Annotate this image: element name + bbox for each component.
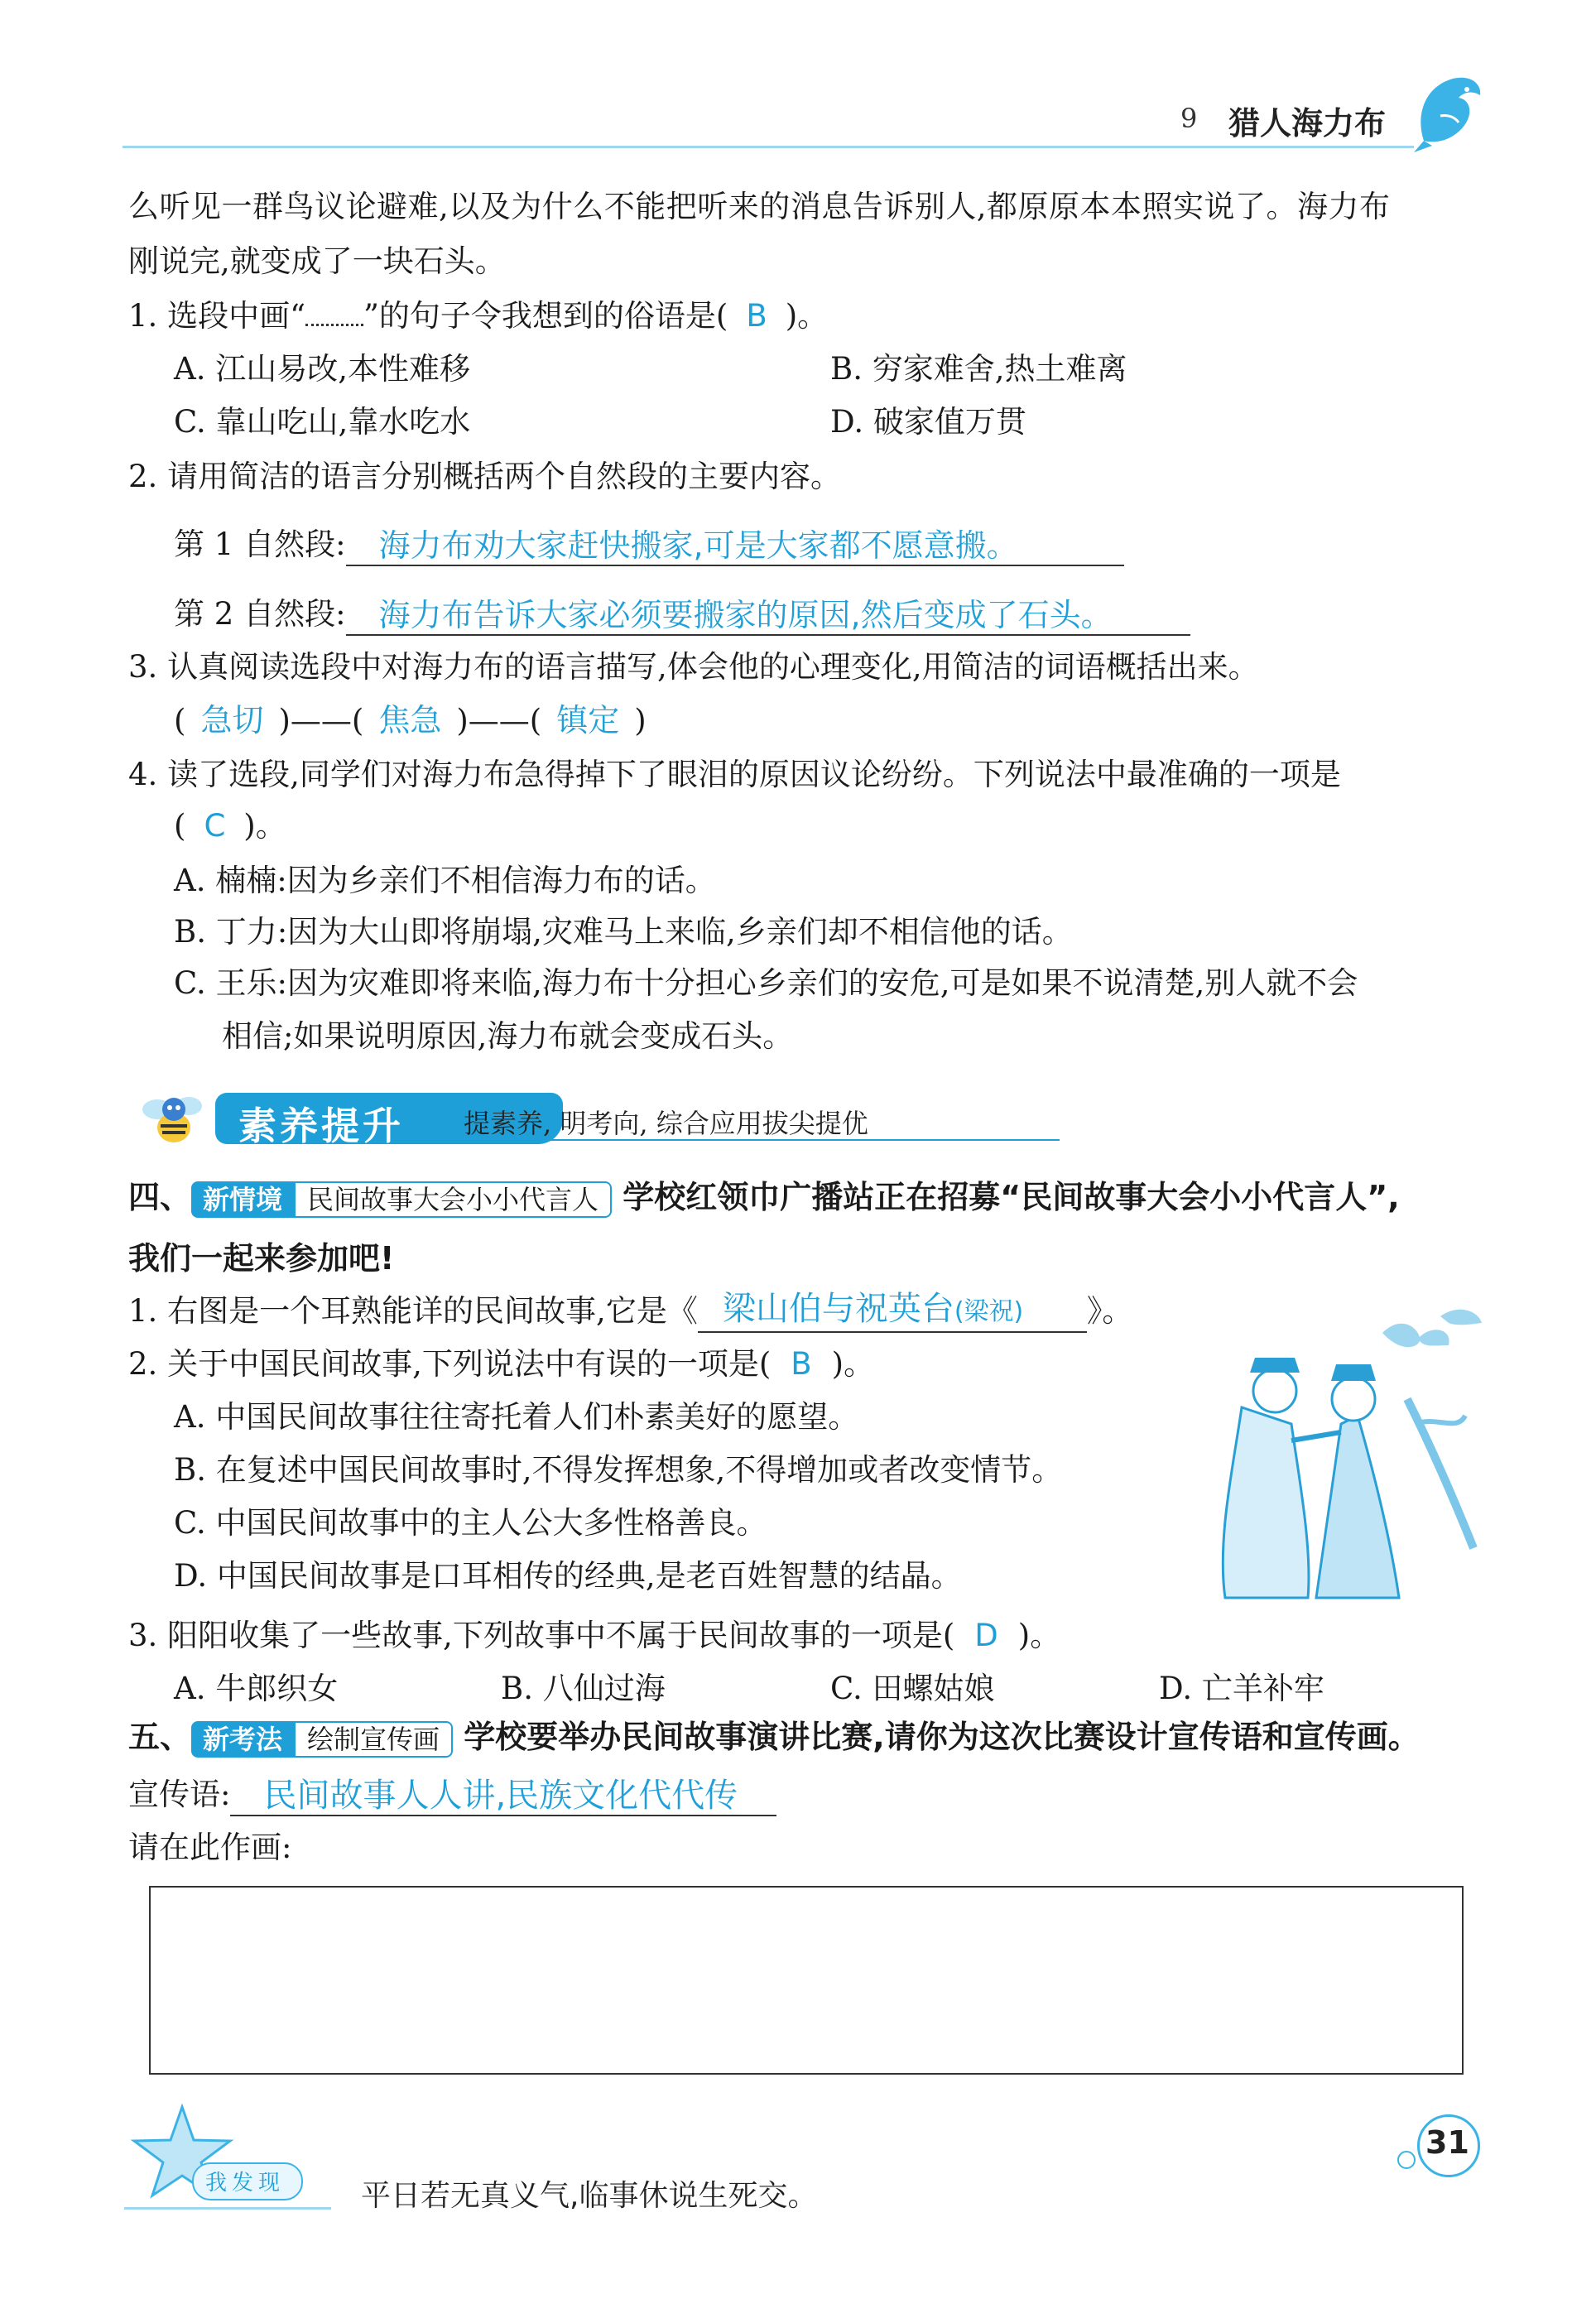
section-underline (447, 1139, 1060, 1141)
part4-heading: 四、 新情境 民间故事大会小小代言人 学校红领巾广播站正在招募“民间故事大会小小代言人”, (128, 1176, 1400, 1219)
answer-q4: C (204, 808, 226, 844)
tag-new-context: 新情境 (191, 1181, 294, 1218)
part4-intro-line2: 我们一起来参加吧! (128, 1240, 395, 1277)
answer-q3-3: 镇定 (556, 702, 620, 738)
bubble-small (1397, 2151, 1416, 2169)
part4-q2-option-d: D. 中国民间故事是口耳相传的经典,是老百姓智慧的结晶。 (174, 1558, 962, 1594)
question-2: 2. 请用简洁的语言分别概括两个自然段的主要内容。 (128, 459, 842, 494)
q4-option-c: C. 王乐:因为灾难即将来临,海力布十分担心乡亲们的安危,可是如果不说清楚,别人就不会 (174, 965, 1358, 1001)
question-3: 3. 认真阅读选段中对海力布的语言描写,体会他的心理变化,用简洁的词语概括出来。 (128, 649, 1259, 685)
footer-quote: 平日若无真义气,临事休说生死交。 (361, 2179, 818, 2213)
part5-tags (191, 1721, 453, 1758)
page-header (0, 0, 1596, 157)
answer-part4-q3: D (974, 1618, 998, 1653)
tag-new-method: 新考法 (191, 1721, 294, 1758)
answer-part4-q1: 梁山伯与祝英台(梁祝) (698, 1290, 1087, 1333)
part4-q2-option-a: A. 中国民间故事往往寄托着人们朴素美好的愿望。 (174, 1399, 859, 1435)
part4-q2: 2. 关于中国民间故事,下列说法中有误的一项是( B )。 (128, 1346, 875, 1382)
header-rule (123, 146, 1414, 148)
section-title: 素养提升 (238, 1104, 404, 1148)
drawing-area[interactable] (149, 1886, 1464, 2075)
question-1: 1. 选段中画“ ”的句子令我想到的俗语是( B )。 (128, 298, 829, 334)
q1-option-a: A. 江山易改,本性难移 (174, 351, 471, 387)
answer-q3-2: 焦急 (378, 702, 442, 738)
lesson-number: 9 (1180, 103, 1198, 134)
butterfly-lovers-illustration (1209, 1300, 1490, 1606)
part5-draw-label: 请在此作画: (128, 1830, 292, 1865)
part4-q3-option-a: A. 牛郎织女 (174, 1671, 339, 1706)
tag-topic: 民间故事大会小小代言人 (294, 1181, 612, 1218)
answer-q3-1: 急切 (200, 702, 264, 738)
answer-q1: B (746, 298, 767, 334)
bee-mascot-icon (132, 1085, 215, 1151)
q2-para1: 第 1 自然段: 海力布劝大家赶快搬家,可是大家都不愿意搬。 (174, 523, 1124, 566)
part5-heading: 五、 新考法 绘制宣传画 学校要举办民间故事演讲比赛,请你为这次比赛设计宣传语和宣传画。 (128, 1715, 1420, 1758)
page-number: 31 (1425, 2124, 1469, 2161)
part5-slogan: 宣传语: 民间故事人人讲,民族文化代代传 (128, 1773, 776, 1816)
question-4: 4. 读了选段,同学们对海力布急得掉下了眼泪的原因议论纷纷。下列说法中最准确的一项是 (128, 757, 1341, 792)
passage-line-1: 么听见一群鸟议论避难,以及为什么不能把听来的消息告诉别人,都原原本本照实说了。海力布 (128, 189, 1391, 224)
q4-option-a: A. 楠楠:因为乡亲们不相信海力布的话。 (174, 863, 716, 898)
part4-q2-option-b: B. 在复述中国民间故事时,不得发挥想象,不得增加或者改变情节。 (174, 1452, 1063, 1488)
lesson-title: 猎人海力布 (1228, 105, 1387, 142)
q4-option-c-cont: 相信;如果说明原因,海力布就会变成石头。 (222, 1018, 794, 1054)
footer-wave (124, 2207, 331, 2210)
q3-answers: ( 急切 )——( 焦急 )——( 镇定 ) (174, 702, 647, 738)
answer-slogan: 民间故事人人讲,民族文化代代传 (230, 1777, 776, 1816)
answer-part4-q2: B (791, 1346, 812, 1382)
discover-badge-text: 我发现 (205, 2171, 286, 2196)
part4-tags (191, 1181, 612, 1218)
section-banner (132, 1085, 944, 1151)
part4-q3: 3. 阳阳收集了一些故事,下列故事中不属于民间故事的一项是( D )。 (128, 1618, 1061, 1653)
part4-q3-option-b: B. 八仙过海 (501, 1671, 666, 1706)
q2-para2: 第 2 自然段: 海力布告诉大家必须要搬家的原因,然后变成了石头。 (174, 593, 1190, 636)
page-footer (0, 2086, 1596, 2252)
answer-q2-para1: 海力布劝大家赶快搬家,可是大家都不愿意搬。 (346, 527, 1124, 566)
dolphin-icon (1407, 66, 1490, 157)
answer-q2-para2: 海力布告诉大家必须要搬家的原因,然后变成了石头。 (346, 596, 1190, 636)
section-subtitle: 提素养, 明考向, 综合应用拔尖提优 (464, 1108, 868, 1139)
q4-option-b: B. 丁力:因为大山即将崩塌,灾难马上来临,乡亲们却不相信他的话。 (174, 914, 1073, 950)
question-4-blank: ( C )。 (174, 808, 286, 844)
q1-option-c: C. 靠山吃山,靠水吃水 (174, 404, 471, 440)
part4-q1: 1. 右图是一个耳熟能详的民间故事,它是《 梁山伯与祝英台(梁祝) 》。 (128, 1290, 1132, 1333)
q1-option-b: B. 穷家难舍,热土难离 (830, 351, 1127, 387)
q1-option-d: D. 破家值万贯 (830, 404, 1026, 440)
wavy-underline-sample (305, 324, 363, 326)
part4-q2-option-c: C. 中国民间故事中的主人公大多性格善良。 (174, 1505, 767, 1541)
part4-q3-option-d: D. 亡羊补牢 (1159, 1671, 1324, 1706)
passage-line-2: 刚说完,就变成了一块石头。 (128, 243, 506, 279)
part4-q3-option-c: C. 田螺姑娘 (830, 1671, 995, 1706)
tag-topic-draw: 绘制宣传画 (294, 1721, 453, 1758)
